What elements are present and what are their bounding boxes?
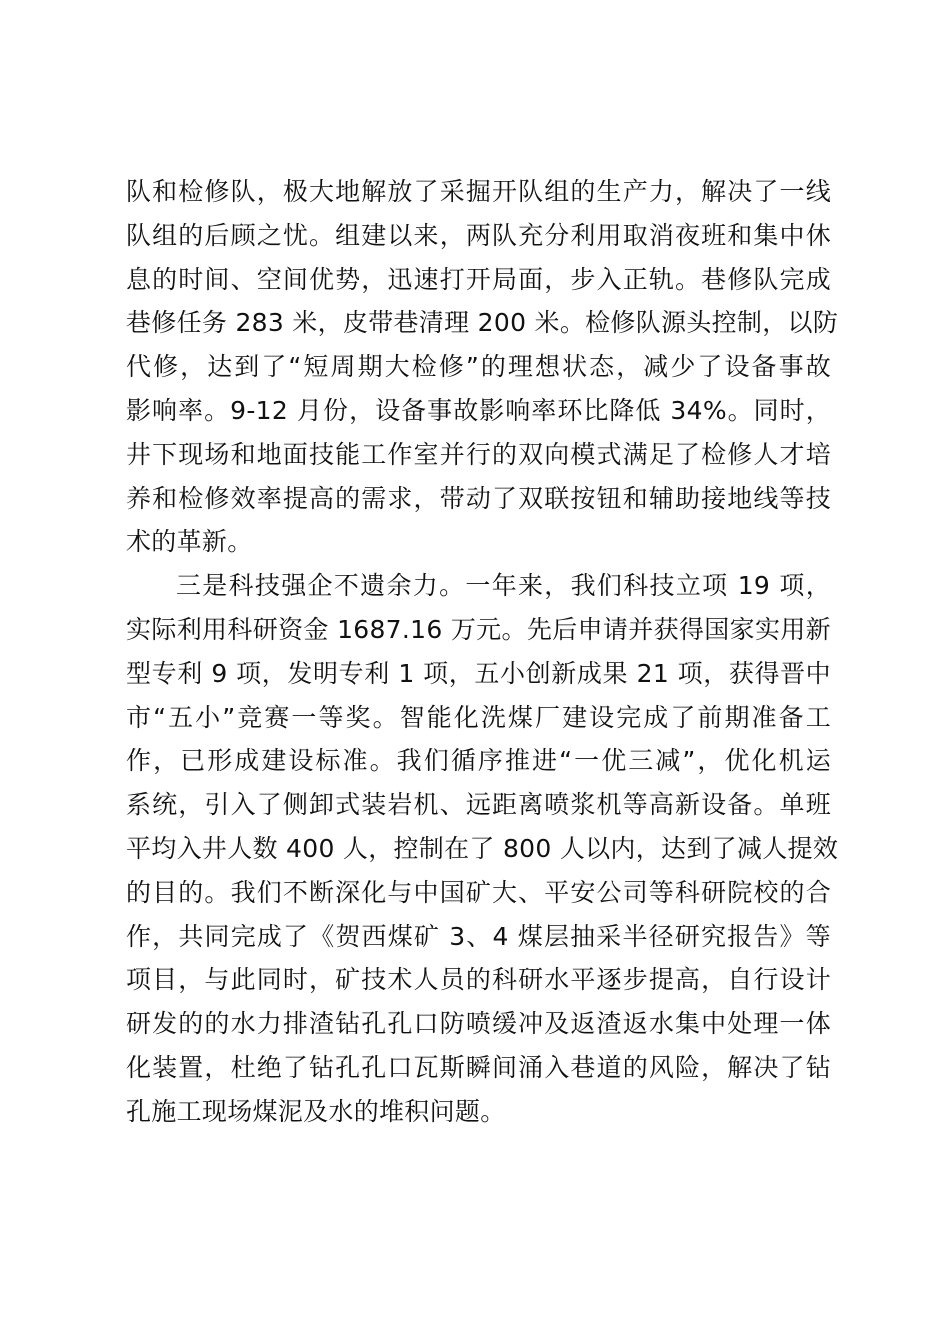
text-line: 息的时间、空间优势，迅速打开局面，步入正轨。巷修队完成 bbox=[126, 264, 831, 294]
text-line: 三是科技强企不遗余力。一年来，我们科技立项 19 项， bbox=[176, 571, 831, 601]
text-line: 化装置，杜绝了钻孔孔口瓦斯瞬间涌入巷道的风险，解决了钻 bbox=[126, 1052, 831, 1082]
text-line: 队和检修队，极大地解放了采掘开队组的生产力，解决了一线 bbox=[126, 177, 831, 206]
text-line: 作，共同完成了《贺西煤矿 3、4 煤层抽采半径研究报告》等 bbox=[126, 921, 831, 951]
text-line: 市“五小”竞赛一等奖。智能化洗煤厂建设完成了前期准备工 bbox=[126, 702, 831, 732]
text-line: 实际利用科研资金 1687.16 万元。先后申请并获得国家实用新 bbox=[126, 614, 831, 644]
paragraph-1 bbox=[126, 170, 839, 564]
document-body bbox=[126, 170, 839, 1134]
text-line: 的目的。我们不断深化与中国矿大、平安公司等科研院校的合 bbox=[126, 877, 831, 907]
text-line: 养和检修效率提高的需求，带动了双联按钮和辅助接地线等技 bbox=[126, 483, 831, 513]
text-line: 影响率。9-12 月份，设备事故影响率环比降低 34%。同时， bbox=[126, 395, 831, 425]
text-line: 系统，引入了侧卸式装岩机、远距离喷浆机等高新设备。单班 bbox=[126, 790, 831, 820]
text-line: 项目，与此同时，矿技术人员的科研水平逐步提高，自行设计 bbox=[126, 965, 831, 995]
text-line: 孔施工现场煤泥及水的堆积问题。 bbox=[126, 1096, 506, 1126]
text-line: 研发的的水力排渣钻孔孔口防喷缓冲及返渣返水集中处理一体 bbox=[126, 1009, 831, 1039]
text-line: 平均入井人数 400 人，控制在了 800 人以内，达到了减人提效 bbox=[126, 833, 839, 863]
text-line: 巷修任务 283 米，皮带巷清理 200 米。检修队源头控制，以防 bbox=[126, 308, 839, 338]
text-line: 井下现场和地面技能工作室并行的双向模式满足了检修人才培 bbox=[126, 439, 831, 469]
text-line: 术的革新。 bbox=[126, 527, 253, 557]
paragraph-2 bbox=[126, 564, 839, 1133]
text-line: 作，已形成建设标准。我们循序推进“一优三减”，优化机运 bbox=[126, 746, 831, 776]
text-line: 代修，达到了“短周期大检修”的理想状态，减少了设备事故 bbox=[126, 352, 831, 382]
text-line: 队组的后顾之忧。组建以来，两队充分利用取消夜班和集中休 bbox=[126, 220, 831, 250]
text-line: 型专利 9 项，发明专利 1 项，五小创新成果 21 项，获得晋中 bbox=[126, 658, 831, 688]
